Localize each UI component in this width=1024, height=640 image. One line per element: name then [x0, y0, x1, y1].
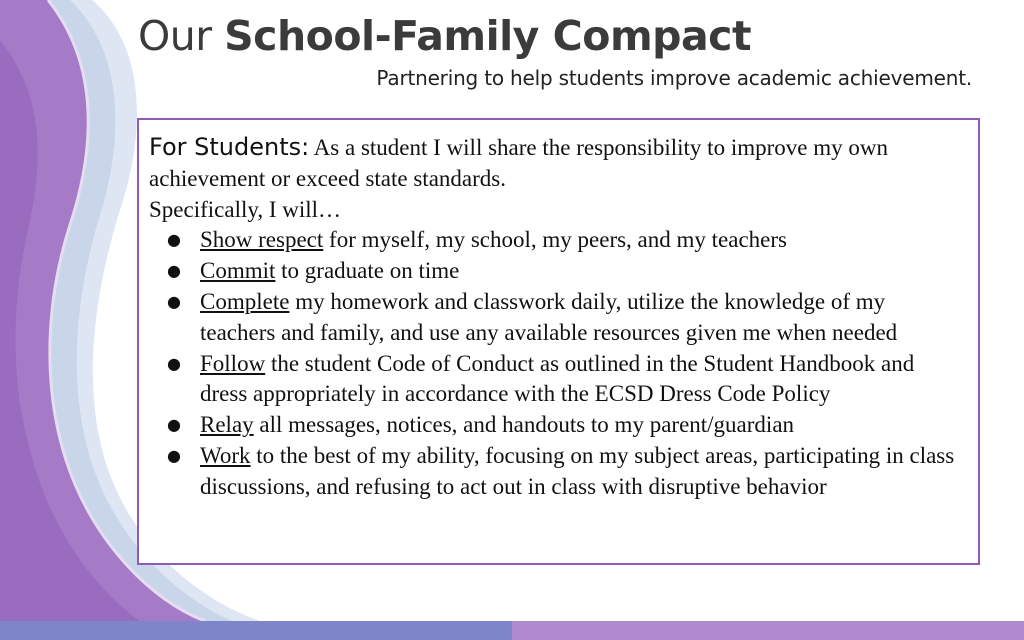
item-key-phrase: Relay — [200, 412, 254, 438]
item-text: my homework and classwork daily, utilize the knowledge of my teachers and family, and use any available resources given me when needed — [200, 288, 898, 345]
students-compact-box — [137, 118, 980, 565]
bullet-icon: ● — [167, 415, 181, 435]
students-intro-paragraph — [149, 132, 966, 195]
item-key-phrase: Show respect — [200, 227, 324, 253]
lead-in-text: Specifically, I will… — [149, 196, 342, 222]
section-intro: As a student I will share the responsibility to improve my own achievement or exceed state standards. — [149, 135, 888, 191]
item-key-phrase: Complete — [200, 288, 290, 314]
item-key-phrase: Commit — [200, 258, 276, 284]
list-item — [149, 441, 966, 503]
footer-bar-right — [512, 621, 1024, 640]
list-item — [149, 225, 966, 256]
page-subtitle: Partnering to help students improve academic achievement. — [376, 66, 972, 90]
bullet-icon: ● — [167, 261, 181, 281]
item-text: to graduate on time — [275, 258, 460, 284]
item-text: all messages, notices, and handouts to my parent/guardian — [253, 412, 795, 438]
item-text: to the best of my ability, focusing on my subject areas, participating in class discussions, and refusing to act out in class with disruptive behavior — [200, 442, 955, 499]
footer-bar-left — [0, 621, 512, 640]
bullet-icon: ● — [167, 291, 181, 311]
list-item — [149, 349, 966, 411]
list-item — [149, 410, 966, 441]
bullet-icon: ● — [167, 230, 181, 250]
bullet-icon: ● — [167, 353, 181, 373]
page-title — [138, 10, 751, 62]
item-key-phrase: Work — [200, 442, 251, 468]
list-item — [149, 287, 966, 349]
section-heading: For Students: — [149, 133, 310, 161]
title-plain: Our — [138, 12, 225, 60]
list-item — [149, 256, 966, 287]
item-key-phrase: Follow — [200, 350, 266, 376]
commitments-list — [149, 225, 966, 502]
item-text: the student Code of Conduct as outlined in the Student Handbook and dress appropriately in accordance with the ECSD Dress Code Policy — [200, 350, 915, 407]
title-bold: School-Family Compact — [224, 12, 752, 60]
bullet-icon: ● — [167, 445, 181, 465]
item-text: for myself, my school, my peers, and my teachers — [323, 227, 787, 253]
